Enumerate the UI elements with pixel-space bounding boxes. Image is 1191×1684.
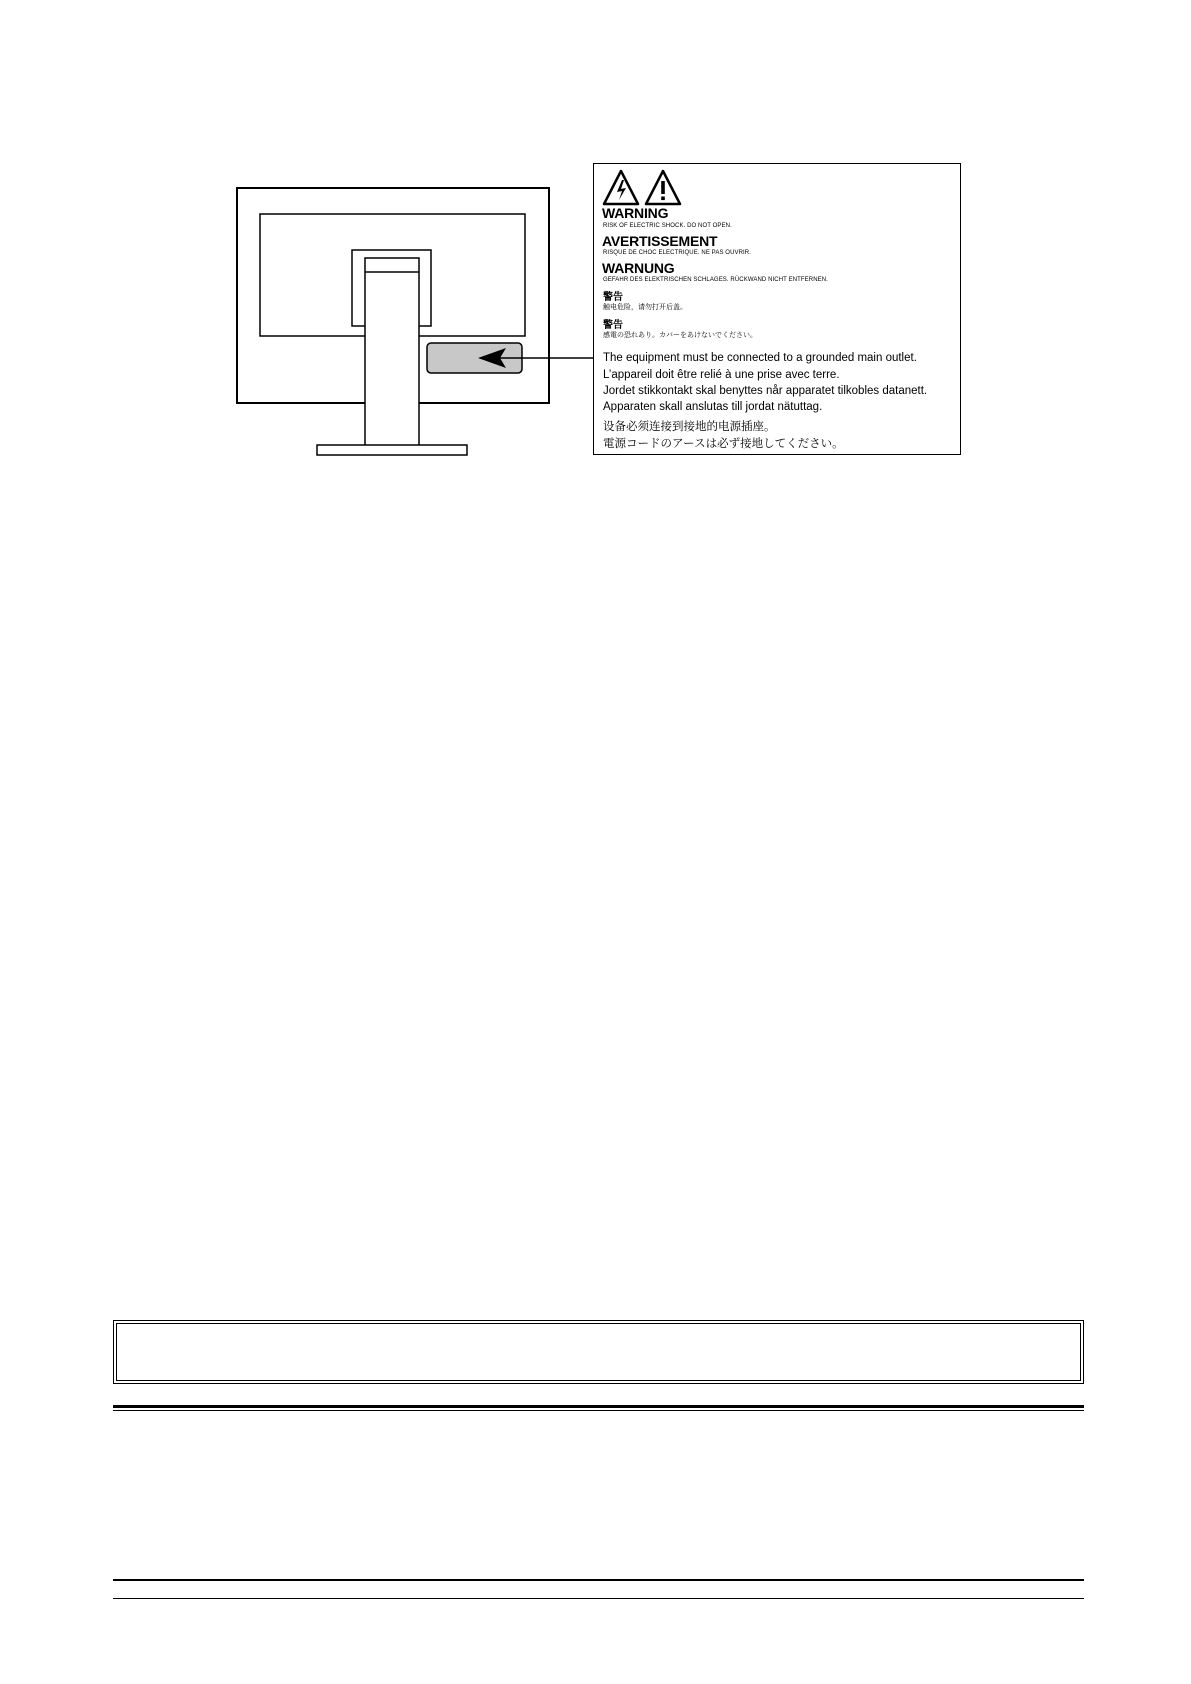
warning-heading-fr: AVERTISSEMENT [602,233,718,249]
electric-shock-warning-icon [604,171,638,204]
empty-notice-box [113,1320,1084,1384]
ground-line-ja: 電源コードのアースは必ず接地してください。 [603,438,844,450]
warning-text-de: GEFAHR DES ELEKTRISCHEN SCHLAGES. RÜCKWAND NICHT ENTFERNEN. [603,277,828,283]
ground-line-zh: 设备必须连接到接地的电源插座。 [603,421,776,433]
section-rule-bottom [113,1579,1084,1581]
section-rule-top [113,1405,1084,1408]
ground-line-no: Jordet stikkontakt skal benyttes når apparatet tilkobles datanett. [603,385,928,397]
ground-line-sv: Apparaten skall anslutas till jordat nätuttag. [603,401,823,413]
stand-base [317,445,467,455]
warning-text-zh: 触电危险，请勿打开后盖。 [603,304,687,311]
warning-heading-de: WARNUNG [602,260,675,276]
ground-line-fr: L’appareil doit être relié à une prise avec terre. [603,369,840,381]
warning-text-en: RISK OF ELECTRIC SHOCK. DO NOT OPEN. [603,223,732,229]
ground-line-en: The equipment must be connected to a grounded main outlet. [603,352,917,364]
warning-heading-zh: 警告 [603,292,623,303]
caution-warning-icon [646,171,680,204]
section-rule-bottom-thin [113,1598,1084,1599]
warning-label-panel [593,163,961,455]
stand-neck [365,258,419,448]
warning-heading-ja: 警告 [603,320,623,331]
warning-heading-en: WARNING [602,205,669,221]
warning-text-ja: 感電の恐れあり。カバーをあけないでください。 [603,332,757,339]
warning-icons [602,168,684,208]
section-rule-top-thin [113,1410,1084,1411]
empty-notice-box-inner [116,1323,1081,1381]
warning-text-fr: RISQUE DE CHOC ELECTRIQUE. NE PAS OUVRIR. [603,250,752,256]
